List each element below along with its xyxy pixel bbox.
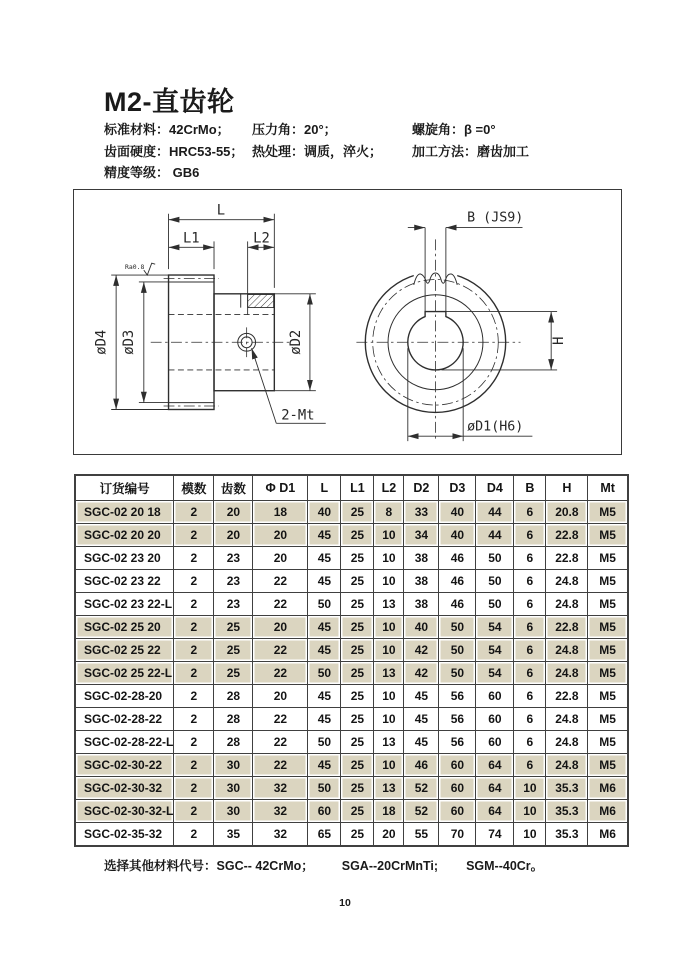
value-cell: 23 [214,593,253,616]
column-header: 订货编号 [75,475,174,501]
value-cell: 42 [404,639,439,662]
value-cell: 25 [341,547,374,570]
value-cell: 45 [308,754,341,777]
value-cell: 6 [514,662,546,685]
value-cell: 35.3 [546,823,588,847]
value-cell: 56 [439,731,476,754]
value-cell: 20 [253,616,308,639]
spec-item: 精度等级： GB6 [104,165,200,180]
value-cell: 20 [214,501,253,524]
value-cell: 24.8 [546,593,588,616]
value-cell: 10 [374,754,404,777]
value-cell: 64 [476,777,514,800]
value-cell: 40 [439,501,476,524]
value-cell: 44 [476,501,514,524]
value-cell: M5 [588,754,628,777]
spec-item: 齿面硬度：HRC53-55； [104,143,244,159]
value-cell: 2 [174,662,214,685]
value-cell: 22.8 [546,685,588,708]
value-cell: 2 [174,754,214,777]
value-cell: 60 [439,777,476,800]
value-cell: 6 [514,731,546,754]
value-cell: 25 [214,639,253,662]
column-header: Φ D1 [253,475,308,501]
value-cell: 45 [308,708,341,731]
spec-block [104,119,529,184]
order-number-cell: SGC-02-28-22 [75,708,174,731]
value-cell: 45 [404,685,439,708]
column-header: L1 [341,475,374,501]
value-cell: 20 [214,524,253,547]
table-row [75,731,628,754]
value-cell: 45 [308,547,341,570]
value-cell: 13 [374,593,404,616]
value-cell: 42 [404,662,439,685]
spec-item [252,162,412,184]
value-cell: 24.8 [546,731,588,754]
order-number-cell: SGC-02-30-22 [75,754,174,777]
material-note-label: 选择其他材料代号： [104,859,217,873]
value-cell: 25 [341,662,374,685]
value-cell: 56 [439,685,476,708]
value-cell: 20.8 [546,501,588,524]
value-cell: 10 [374,570,404,593]
value-cell: 25 [341,639,374,662]
value-cell: 25 [341,754,374,777]
value-cell: 38 [404,547,439,570]
value-cell: 6 [514,524,546,547]
value-cell: 32 [253,823,308,847]
order-number-cell: SGC-02 23 20 [75,547,174,570]
order-number-cell: SGC-02-30-32 [75,777,174,800]
roughness-icon [144,263,155,275]
value-cell: 25 [341,501,374,524]
value-cell: 22.8 [546,616,588,639]
table-row [75,685,628,708]
column-header: 模数 [174,475,214,501]
value-cell: 50 [308,593,341,616]
value-cell: 50 [308,777,341,800]
value-cell: 54 [476,616,514,639]
column-header: L [308,475,341,501]
material-code: SGM--40Cr。 [466,859,544,873]
column-header: D3 [439,475,476,501]
spec-row [104,119,529,141]
page-title: M2-直齿轮 [104,87,235,117]
value-cell: 24.8 [546,754,588,777]
front-view [356,211,567,441]
value-cell: 2 [174,823,214,847]
value-cell: 10 [374,639,404,662]
value-cell: 74 [476,823,514,847]
drawing-frame [73,189,622,455]
spec-item: 压力角：20°； [252,122,337,137]
value-cell: 30 [214,754,253,777]
value-cell: 64 [476,754,514,777]
column-header: D2 [404,475,439,501]
value-cell: 32 [253,777,308,800]
column-header: H [546,475,588,501]
value-cell: 2 [174,547,214,570]
value-cell: 40 [308,501,341,524]
dim-label-D2: øD2 [288,329,305,355]
value-cell: 2 [174,616,214,639]
value-cell: 46 [404,754,439,777]
value-cell: 50 [439,616,476,639]
value-cell: 10 [374,708,404,731]
value-cell: 6 [514,685,546,708]
value-cell: M5 [588,662,628,685]
table-row [75,639,628,662]
order-number-cell: SGC-02 25 22-L [75,662,174,685]
value-cell: 2 [174,685,214,708]
dim-label-D4: øD4 [93,329,110,355]
value-cell: 13 [374,662,404,685]
value-cell: M5 [588,593,628,616]
value-cell: 2 [174,800,214,823]
value-cell: 18 [253,501,308,524]
value-cell: 25 [341,570,374,593]
value-cell: M5 [588,639,628,662]
value-cell: 25 [341,616,374,639]
value-cell: 2 [174,708,214,731]
value-cell: 20 [253,547,308,570]
value-cell: 2 [174,777,214,800]
value-cell: 20 [253,685,308,708]
value-cell: 64 [476,800,514,823]
value-cell: 50 [439,662,476,685]
value-cell: 35.3 [546,777,588,800]
keyway-hatch [248,295,274,308]
value-cell: 24.8 [546,662,588,685]
value-cell: 8 [374,501,404,524]
table-header-row [75,475,628,501]
value-cell: M5 [588,501,628,524]
value-cell: 6 [514,593,546,616]
value-cell: 2 [174,524,214,547]
gear-dimension-table [74,474,629,847]
value-cell: 46 [439,547,476,570]
value-cell: 6 [514,616,546,639]
order-number-cell: SGC-02 23 22-L [75,593,174,616]
value-cell: 45 [308,616,341,639]
value-cell: 25 [341,777,374,800]
value-cell: 25 [341,708,374,731]
dim-label-D3: øD3 [120,329,137,355]
order-number-cell: SGC-02 25 20 [75,616,174,639]
spec-item: 热处理：调质，淬火； [252,143,383,159]
value-cell: 10 [374,616,404,639]
value-cell: 20 [374,823,404,847]
value-cell: 45 [308,570,341,593]
table-row [75,823,628,847]
dim-label-L: L [216,202,226,219]
value-cell: 2 [174,570,214,593]
value-cell: 45 [404,708,439,731]
spec-row [104,141,529,163]
value-cell: 28 [214,708,253,731]
value-cell: 24.8 [546,639,588,662]
order-number-cell: SGC-02 23 22 [75,570,174,593]
value-cell: 22 [253,593,308,616]
value-cell: 2 [174,501,214,524]
material-code: SGC-- 42CrMo； [216,859,314,873]
value-cell: M5 [588,524,628,547]
spec-item: 标准材料：42CrMo； [104,122,230,137]
value-cell: 52 [404,800,439,823]
material-code: SGA--20CrMnTi; [341,859,439,873]
value-cell: 60 [439,800,476,823]
value-cell: 54 [476,639,514,662]
value-cell: 70 [439,823,476,847]
value-cell: 40 [439,524,476,547]
value-cell: 50 [308,731,341,754]
value-cell: 6 [514,754,546,777]
value-cell: 25 [214,616,253,639]
order-number-cell: SGC-02 20 18 [75,501,174,524]
page-number: 10 [339,897,351,909]
value-cell: 28 [214,731,253,754]
value-cell: 6 [514,708,546,731]
table-row [75,708,628,731]
value-cell: M5 [588,731,628,754]
value-cell: 50 [476,547,514,570]
value-cell: 6 [514,501,546,524]
value-cell: 60 [476,731,514,754]
table-row [75,593,628,616]
value-cell: M6 [588,777,628,800]
table-row [75,547,628,570]
value-cell: 10 [514,777,546,800]
value-cell: M5 [588,685,628,708]
column-header: B [514,475,546,501]
material-note [104,856,571,874]
order-number-cell: SGC-02 25 22 [75,639,174,662]
value-cell: 38 [404,570,439,593]
value-cell: 55 [404,823,439,847]
table-row [75,616,628,639]
value-cell: 22 [253,639,308,662]
value-cell: 25 [214,662,253,685]
value-cell: 25 [341,685,374,708]
value-cell: 22.8 [546,547,588,570]
value-cell: 52 [404,777,439,800]
surface-roughness-label: Ra0.8 [125,263,145,272]
order-number-cell: SGC-02 20 20 [75,524,174,547]
order-number-cell: SGC-02-28-22-L [75,731,174,754]
value-cell: 10 [374,524,404,547]
value-cell: 6 [514,639,546,662]
value-cell: 46 [439,593,476,616]
value-cell: 56 [439,708,476,731]
value-cell: 32 [253,800,308,823]
value-cell: 60 [308,800,341,823]
value-cell: 10 [374,685,404,708]
value-cell: 25 [341,823,374,847]
value-cell: M5 [588,570,628,593]
table-row [75,662,628,685]
value-cell: M5 [588,547,628,570]
value-cell: 40 [404,616,439,639]
value-cell: 2 [174,731,214,754]
dim-label-D1: øD1(H6) [467,419,524,435]
value-cell: 18 [374,800,404,823]
value-cell: 22 [253,708,308,731]
value-cell: 23 [214,547,253,570]
value-cell: 13 [374,777,404,800]
value-cell: 65 [308,823,341,847]
value-cell: 50 [439,639,476,662]
table-row [75,754,628,777]
dim-label-B: B (JS9) [467,210,524,226]
spec-row [104,162,529,184]
value-cell: M6 [588,823,628,847]
value-cell: 24.8 [546,708,588,731]
dim-label-H: H [551,336,568,345]
order-number-cell: SGC-02-28-20 [75,685,174,708]
value-cell: 13 [374,731,404,754]
value-cell: 25 [341,800,374,823]
value-cell: 50 [308,662,341,685]
value-cell: 30 [214,800,253,823]
dim-label-L1: L1 [182,230,200,247]
value-cell: M6 [588,800,628,823]
value-cell: 24.8 [546,570,588,593]
value-cell: 25 [341,593,374,616]
value-cell: 28 [214,685,253,708]
value-cell: 33 [404,501,439,524]
value-cell: 50 [476,593,514,616]
value-cell: 60 [439,754,476,777]
spec-item: 螺旋角：β =0° [412,122,496,137]
value-cell: 20 [253,524,308,547]
value-cell: 22 [253,570,308,593]
table-row [75,501,628,524]
value-cell: 6 [514,570,546,593]
value-cell: 25 [341,524,374,547]
value-cell: 10 [374,547,404,570]
value-cell: 22 [253,662,308,685]
order-number-cell: SGC-02-35-32 [75,823,174,847]
spec-item: 加工方法：磨齿加工 [412,143,530,159]
value-cell: 22 [253,754,308,777]
value-cell: 45 [308,685,341,708]
value-cell: 6 [514,547,546,570]
table-row [75,777,628,800]
value-cell: 25 [341,731,374,754]
value-cell: 23 [214,570,253,593]
value-cell: 46 [439,570,476,593]
value-cell: 22.8 [546,524,588,547]
table-row [75,570,628,593]
value-cell: 44 [476,524,514,547]
value-cell: 30 [214,777,253,800]
technical-drawing [74,190,620,453]
value-cell: 54 [476,662,514,685]
value-cell: 45 [308,524,341,547]
value-cell: 2 [174,639,214,662]
value-cell: 45 [308,639,341,662]
table-row [75,800,628,823]
column-header: 齿数 [214,475,253,501]
value-cell: 38 [404,593,439,616]
value-cell: 50 [476,570,514,593]
value-cell: M5 [588,708,628,731]
value-cell: 10 [514,800,546,823]
column-header: L2 [374,475,404,501]
table-row [75,524,628,547]
column-header: Mt [588,475,628,501]
value-cell: 22 [253,731,308,754]
value-cell: 45 [404,731,439,754]
value-cell: M5 [588,616,628,639]
column-header: D4 [476,475,514,501]
value-cell: 35 [214,823,253,847]
spec-item [412,162,529,184]
side-view [93,203,325,424]
value-cell: 60 [476,708,514,731]
value-cell: 60 [476,685,514,708]
value-cell: 35.3 [546,800,588,823]
order-number-cell: SGC-02-30-32-L [75,800,174,823]
value-cell: 34 [404,524,439,547]
value-cell: 10 [514,823,546,847]
dim-label-L2: L2 [253,230,270,247]
dim-label-2-Mt: 2-Mt [281,407,315,424]
value-cell: 2 [174,593,214,616]
